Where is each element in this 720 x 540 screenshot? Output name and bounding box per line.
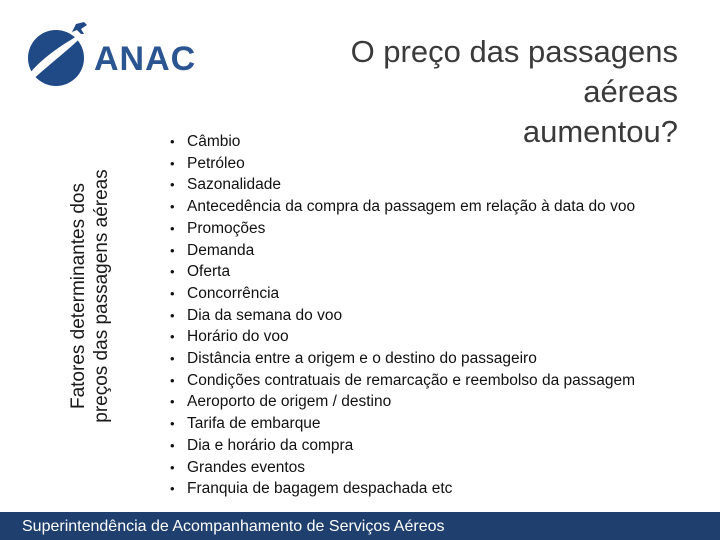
list-item: • Demanda [170,240,635,262]
slide-title-line-1: O preço das passagens aéreas [350,34,678,109]
list-item: • Petróleo [170,153,635,175]
anac-logo [24,20,200,94]
factor-list [170,131,635,500]
list-item: • Dia da semana do voo [170,305,635,327]
side-title-line-1: Fatores determinantes dos [68,183,89,410]
list-item: • Distância entre a origem e o destino do passageiro [170,348,635,370]
list-item: • Antecedência da compra da passagem em relação à data do voo [170,196,635,218]
list-item: • Condições contratuais de remarcação e reembolso da passagem [170,370,635,392]
list-item: • Tarifa de embarque [170,413,635,435]
side-title-line-2: preços das passagens aéreas [91,169,112,423]
list-item: • Aeroporto de origem / destino [170,391,635,413]
footer-bar [0,512,720,540]
list-item: • Grandes eventos [170,457,635,479]
list-item: • Câmbio [170,131,635,153]
list-item: • Dia e horário da compra [170,435,635,457]
list-item: • Franquia de bagagem despachada etc [170,478,635,500]
list-item: • Oferta [170,261,635,283]
footer-text: Superintendência de Acompanhamento de Serviços Aéreos [22,518,445,535]
list-item: • Sazonalidade [170,174,635,196]
logo-text: ANAC [94,40,197,78]
list-item: • Horário do voo [170,326,635,348]
side-title [67,146,113,446]
list-item: • Concorrência [170,283,635,305]
slide-title-line-2: aumentou? [522,114,678,149]
list-item: • Promoções [170,218,635,240]
